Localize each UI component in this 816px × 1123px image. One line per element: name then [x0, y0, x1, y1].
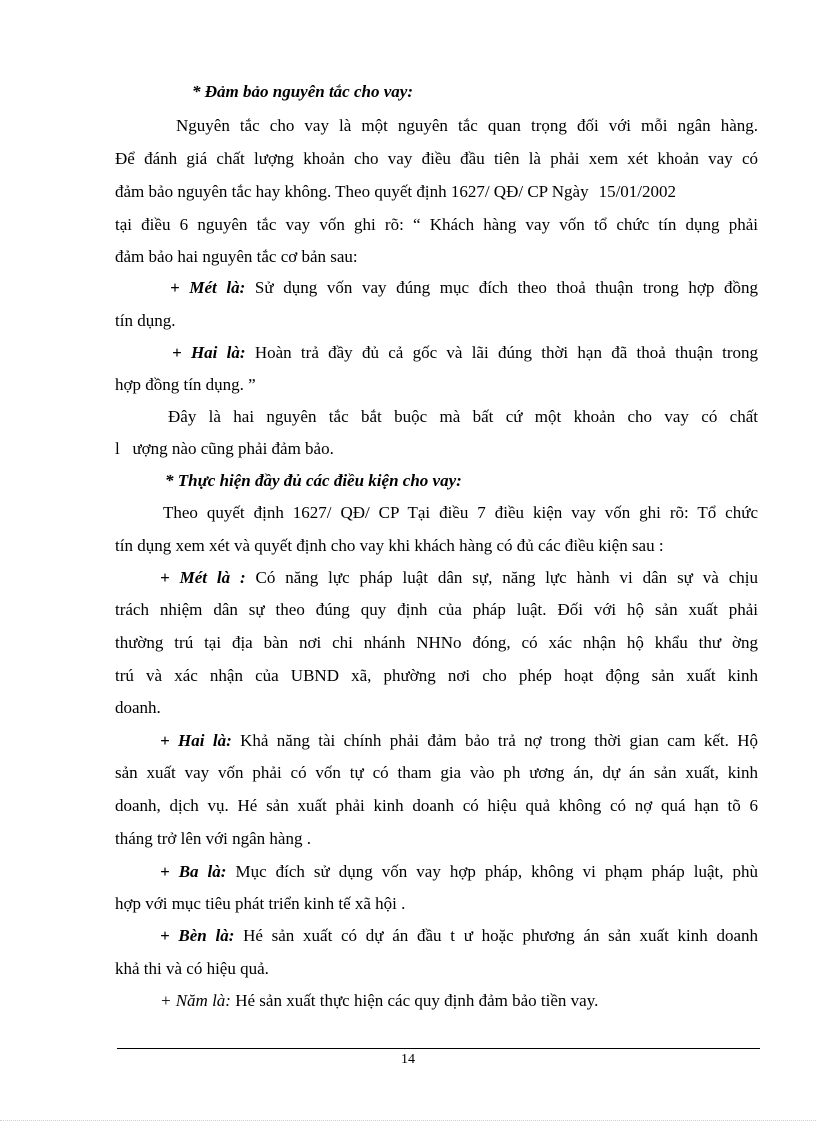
- paragraph-line: đảm bảo nguyên tắc hay không. Theo quyết định 1627/ QĐ/ CP Ngày 15/01/2002: [115, 182, 677, 201]
- paragraph-line: sản xuất vay vốn phải có vốn tự có tham gia vào ph ương án, dự án sản xuất, kinh: [115, 763, 758, 782]
- paragraph-line: l ượng nào cũng phải đảm bảo.: [115, 439, 334, 458]
- item-label: + Năm là:: [160, 991, 231, 1010]
- paragraph-line: tín dụng.: [115, 311, 176, 330]
- condition-item-5: + Năm là: Hé sản xuất thực hiện các quy định đảm bảo tiền vay.: [160, 991, 599, 1010]
- paragraph-line: hợp với mục tiêu phát triển kinh tế xã hội .: [115, 894, 406, 913]
- condition-item-3: + Ba là: Mục đích sử dụng vốn vay hợp pháp, không vi phạm pháp luật, phù: [160, 862, 758, 881]
- condition-item-4: + Bèn là: Hé sản xuất có dự án đầu t ư hoặc phương án sản xuất kinh doanh: [160, 926, 759, 945]
- paragraph-line: Nguyên tắc cho vay là một nguyên tắc quan trọng đối với mỗi ngân hàng.: [176, 116, 758, 135]
- paragraph-line: thường trú tại địa bàn nơi chi nhánh NHNo đóng, có xác nhận hộ khẩu thư ờng: [115, 633, 758, 652]
- heading-lending-conditions: * Thực hiện đầy đủ các điều kiện cho vay:: [165, 471, 462, 490]
- page-number: 14: [401, 1052, 415, 1067]
- paragraph-line: doanh.: [115, 698, 161, 717]
- page-break-line: [0, 1120, 816, 1121]
- item-label: + Mét là :: [160, 568, 246, 587]
- paragraph-line: Theo quyết định 1627/ QĐ/ CP Tại điều 7 điều kiện vay vốn ghi rõ: Tổ chức: [163, 503, 758, 522]
- principle-item-1: + Mét là: Sử dụng vốn vay đúng mục đích theo thoả thuận trong hợp đồng: [170, 278, 758, 297]
- paragraph-line: tại điều 6 nguyên tắc vay vốn ghi rõ: “ Khách hàng vay vốn tổ chức tín dụng phải: [115, 215, 758, 234]
- paragraph-line: Đây là hai nguyên tắc bắt buộc mà bất cứ một khoản cho vay có chất: [168, 407, 758, 426]
- decision-date: 15/01/2002: [598, 182, 677, 201]
- paragraph-line: trách nhiệm dân sự theo đúng quy định của pháp luật. Đối với hộ sản xuất phải: [115, 600, 758, 619]
- paragraph-line: Để đánh giá chất lượng khoản cho vay điều đầu tiên là phải xem xét khoản vay có: [115, 149, 758, 168]
- paragraph-line: trú và xác nhận của UBND xã, phường nơi cho phép hoạt động sản xuất kinh: [115, 666, 758, 685]
- item-label: + Ba là:: [160, 862, 227, 881]
- item-label: + Hai là:: [172, 343, 246, 362]
- principle-item-2: + Hai là: Hoàn trả đầy đủ cả gốc và lãi đúng thời hạn đã thoả thuận trong: [172, 343, 759, 362]
- paragraph-line: hợp đồng tín dụng. ”: [115, 375, 256, 394]
- paragraph-line: tháng trở lên với ngân hàng .: [115, 829, 311, 848]
- heading-lending-principles: * Đảm bảo nguyên tắc cho vay:: [192, 82, 413, 101]
- footer-divider: [117, 1048, 760, 1049]
- condition-item-2: + Hai là: Khả năng tài chính phải đảm bảo trả nợ trong thời gian cam kết. Hộ: [160, 731, 759, 750]
- item-label: + Hai là:: [160, 731, 232, 750]
- paragraph-line: doanh, dịch vụ. Hé sản xuất phải kinh doanh có hiệu quả không có nợ quá hạn tõ 6: [115, 796, 758, 815]
- item-label: + Bèn là:: [160, 926, 235, 945]
- paragraph-line: tín dụng xem xét và quyết định cho vay khi khách hàng có đủ các điều kiện sau :: [115, 536, 664, 555]
- paragraph-line: đảm bảo hai nguyên tắc cơ bản sau:: [115, 247, 358, 266]
- condition-item-1: + Mét là : Có năng lực pháp luật dân sự, năng lực hành vi dân sự và chịu: [160, 568, 758, 587]
- paragraph-line: khả thi và có hiệu quả.: [115, 959, 269, 978]
- item-label: + Mét là:: [170, 278, 246, 297]
